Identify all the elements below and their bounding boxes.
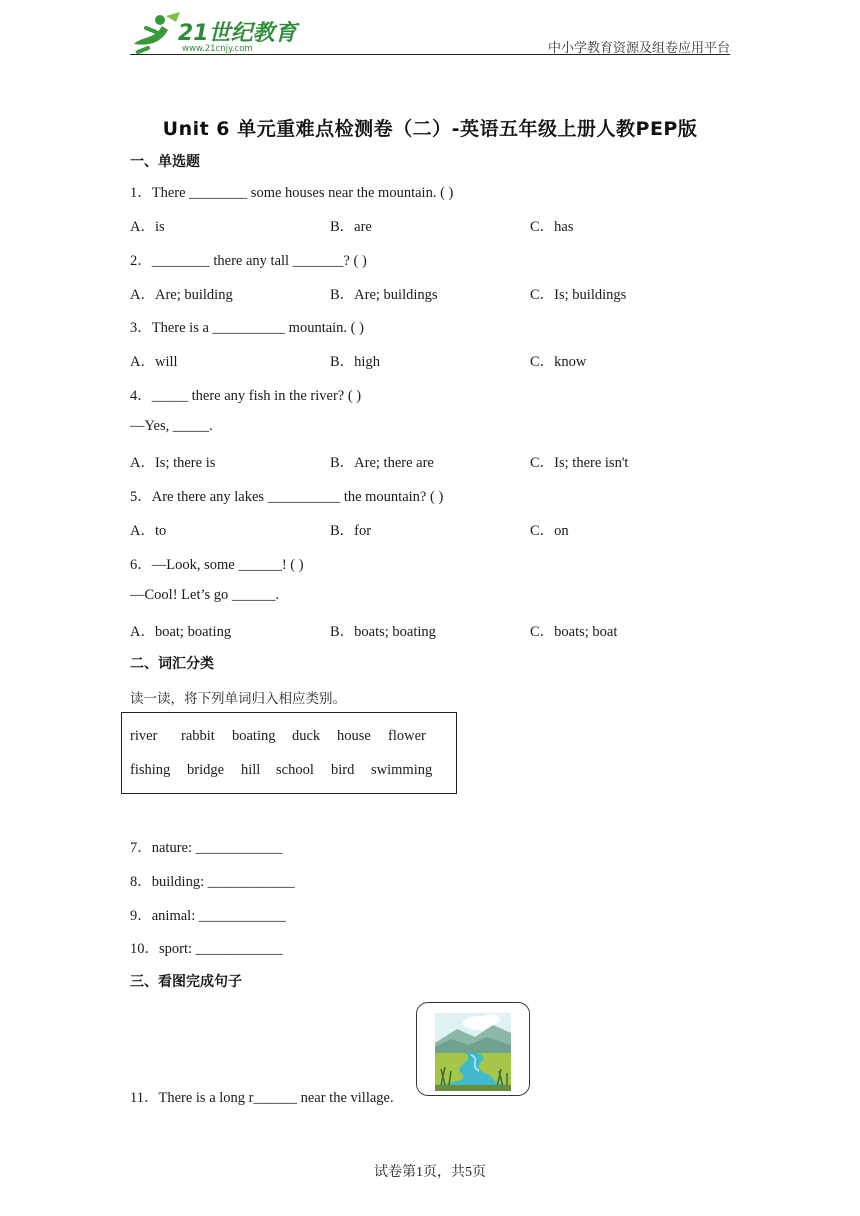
word-item: flower [388,728,426,744]
platform-name: 中小学教育资源及组卷应用平台 [547,41,730,56]
question-2-option-b: B．Are; buildings [330,287,438,303]
word-item: river [130,728,158,744]
word-item: bridge [187,762,225,778]
question-1-option-a: A．is [130,219,165,235]
logo-url-text: www.21cnjy.com [182,44,253,54]
word-item: duck [292,728,321,744]
question-1-stem: 1．There ________ some houses near the mountain. ( ) [130,185,454,201]
question-2-option-c: C．Is; buildings [530,287,627,303]
question-5-option-c: C．on [530,523,569,539]
question-4-option-b: B．Are; there are [330,455,434,471]
question-4-stem: 4．_____ there any fish in the river? ( ) [130,388,362,404]
river-landscape-image [416,1002,530,1096]
question-4-option-c: C．Is; there isn't [530,455,629,471]
question-9: 9．animal: ____________ [130,908,286,924]
question-5-stem: 5．Are there any lakes __________ the mountain? ( ) [130,489,444,505]
question-1-option-b: B．are [330,219,372,235]
word-item: house [337,728,371,744]
question-4-stem-reply: —Yes, _____. [130,418,213,434]
question-8: 8．building: ____________ [130,874,295,890]
section-heading-picture: 三、看图完成句子 [130,974,242,990]
word-box [121,712,457,794]
question-6-stem: 6．—Look, some ______! ( ) [130,557,304,573]
question-6-option-a: A．boat; boating [130,624,232,640]
question-2-stem: 2．________ there any tall _______? ( ) [130,253,367,269]
section-heading-mcq: 一、单选题 [130,154,200,170]
question-11: 11．There is a long r______ near the village. [130,1090,394,1106]
header-divider [130,54,730,55]
word-item: school [276,762,314,778]
word-item: boating [232,728,276,744]
question-6-option-c: C．boats; boat [530,624,618,640]
site-logo [130,10,300,54]
question-3-option-b: B．high [330,354,380,370]
vocab-instruction: 读一读，将下列单词归入相应类别。 [130,691,346,707]
word-item: fishing [130,762,171,778]
section-heading-vocab: 二、词汇分类 [130,656,214,672]
question-3-stem: 3．There is a __________ mountain. ( ) [130,320,364,336]
word-item: swimming [371,762,433,778]
question-10: 10．sport: ____________ [130,941,283,957]
question-5-option-a: A．to [130,523,167,539]
question-3-option-c: C．know [530,354,587,370]
question-1-option-c: C．has [530,219,574,235]
question-3-option-a: A．will [130,354,178,370]
question-2-option-a: A．Are; building [130,287,233,303]
question-4-option-a: A．Is; there is [130,455,216,471]
question-5-option-b: B．for [330,523,372,539]
word-item: hill [241,762,261,778]
word-item: bird [331,762,355,778]
page-footer: 试卷第1页，共5页 [374,1165,486,1180]
question-6-option-b: B．boats; boating [330,624,436,640]
logo-main-text: 21世纪教育 [178,21,297,46]
question-7: 7．nature: ____________ [130,840,283,856]
word-item: rabbit [181,728,215,744]
page-title: Unit 6 单元重难点检测卷（二）-英语五年级上册人教PEP版 [162,118,698,140]
question-6-stem-reply: —Cool! Let’s go ______. [130,587,280,603]
